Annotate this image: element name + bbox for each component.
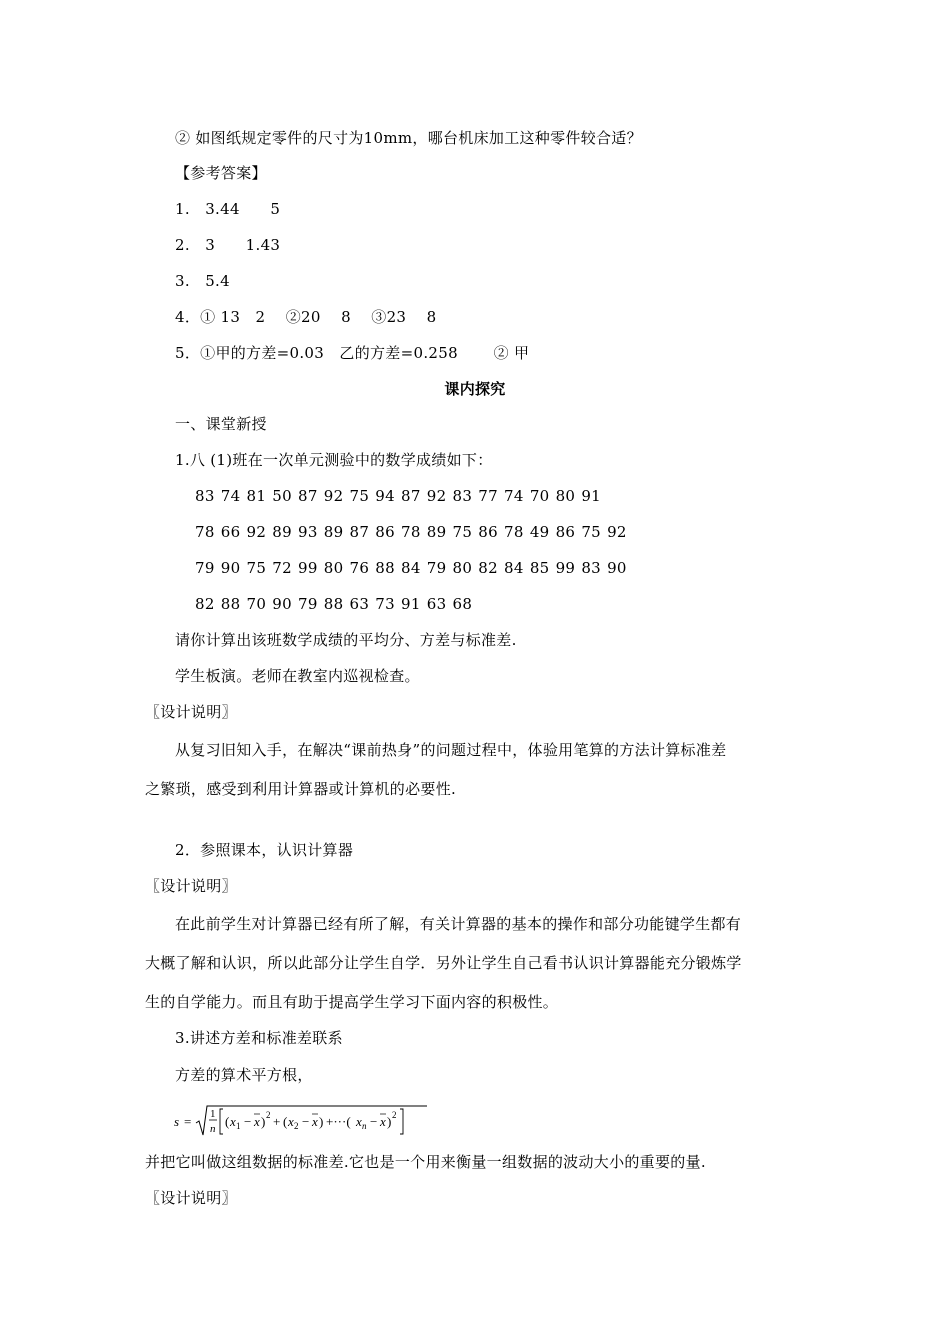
standard-deviation-formula	[172, 1103, 442, 1139]
design-note-2-line: 大概了解和认识，所以此部分让学生自学．另外让学生自己看书认识计算器能充分锻炼学	[145, 954, 742, 972]
question-3-text: 方差的算术平方根，	[175, 1066, 313, 1084]
question-1-activity: 学生板演。老师在教室内巡视检查。	[175, 667, 420, 685]
answer-item: 2. 3 1.43	[175, 236, 281, 254]
svg-text:n: n	[210, 1123, 216, 1135]
answer-item: 5．①甲的方差=0.03 乙的方差=0.258 ② 甲	[175, 344, 530, 362]
svg-text:x: x	[288, 1114, 294, 1129]
part1-heading: 一、课堂新授	[175, 415, 267, 433]
design-note-1-line: 之繁琐，感受到利用计算器或计算机的必要性.	[145, 780, 457, 798]
svg-text:−: −	[370, 1114, 378, 1129]
scores-row: 79 90 75 72 99 80 76 88 84 79 80 82 84 85 99 83 90	[195, 559, 627, 577]
answers-heading: 【参考答案】	[175, 164, 267, 182]
svg-text:s: s	[174, 1114, 180, 1129]
svg-text:(: (	[283, 1114, 288, 1129]
svg-text:x: x	[356, 1114, 362, 1129]
question-3-conclusion: 并把它叫做这组数据的标准差.它也是一个用来衡量一组数据的波动大小的重要的量.	[145, 1153, 706, 1171]
scores-row: 78 66 92 89 93 89 87 86 78 89 75 86 78 49 86 75 92	[195, 523, 627, 541]
question-2: ② 如图纸规定零件的尺寸为10mm，哪台机床加工这种零件较合适？	[175, 129, 642, 147]
question-1-intro: 1.八 (1)班在一次单元测验中的数学成绩如下：	[175, 451, 493, 469]
scores-row: 83 74 81 50 87 92 75 94 87 92 83 77 74 70 80 91	[195, 487, 602, 505]
svg-text:): )	[387, 1114, 392, 1129]
answer-item: 1. 3.44 5	[175, 200, 281, 218]
section-title: 课内探究	[444, 380, 506, 398]
design-note-2-line: 在此前学生对计算器已经有所了解，有关计算器的基本的操作和部分功能键学生都有	[175, 915, 742, 933]
svg-text:−: −	[302, 1114, 310, 1129]
question-2-heading: 2．参照课本，认识计算器	[175, 841, 354, 859]
design-note-label: 〖设计说明〗	[145, 877, 237, 895]
svg-text:(: (	[225, 1114, 230, 1129]
svg-text:2: 2	[294, 1121, 299, 1131]
design-note-label: 〖设计说明〗	[145, 703, 237, 721]
design-note-2-line: 生的自学能力。而且有助于提高学生学习下面内容的积极性。	[145, 993, 559, 1011]
svg-text:x: x	[254, 1114, 260, 1129]
answer-item: 4．① 13 2 ②20 8 ③23 8	[175, 308, 437, 326]
svg-text:x: x	[230, 1114, 236, 1129]
svg-text:1: 1	[236, 1121, 241, 1131]
svg-text:1: 1	[210, 1108, 216, 1120]
design-note-label: 〖设计说明〗	[145, 1189, 237, 1207]
question-3-heading: 3.讲述方差和标准差联系	[175, 1029, 343, 1047]
svg-text:x: x	[380, 1114, 386, 1129]
answer-item: 3. 5.4	[175, 272, 230, 290]
svg-text:=: =	[184, 1114, 192, 1129]
svg-text:2: 2	[392, 1110, 397, 1120]
svg-text:+···(: +···(	[326, 1114, 351, 1129]
design-note-1-line: 从复习旧知入手，在解决“课前热身”的问题过程中，体验用笔算的方法计算标准差	[175, 741, 727, 759]
svg-text:x: x	[312, 1114, 318, 1129]
svg-text:): )	[319, 1114, 324, 1129]
svg-text:): )	[261, 1114, 266, 1129]
scores-row: 82 88 70 90 79 88 63 73 91 63 68	[195, 595, 473, 613]
question-1-task: 请你计算出该班数学成绩的平均分、方差与标准差.	[175, 631, 517, 649]
svg-text:2: 2	[266, 1110, 271, 1120]
svg-text:n: n	[362, 1121, 367, 1131]
svg-text:+: +	[273, 1114, 281, 1129]
svg-text:−: −	[244, 1114, 252, 1129]
